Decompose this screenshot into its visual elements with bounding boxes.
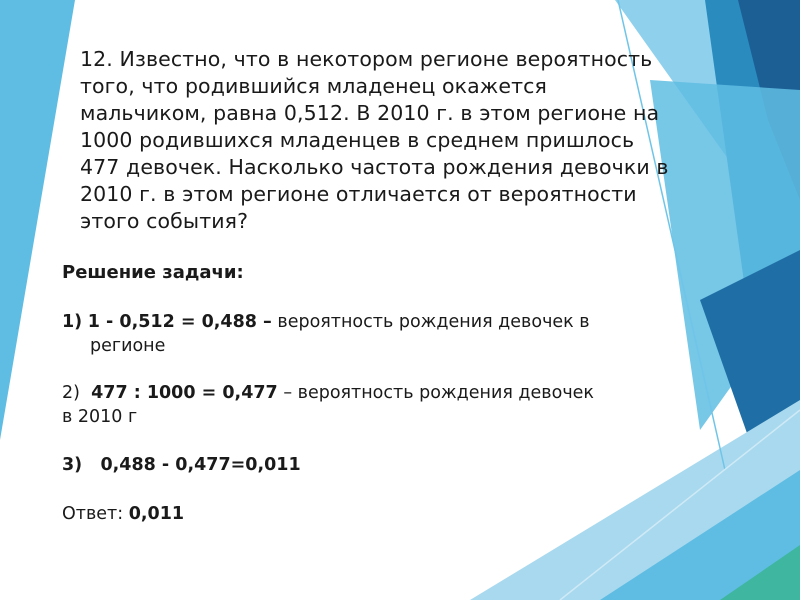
problem-line: 1000 родившихся младенцев в среднем пришлось xyxy=(80,128,635,152)
step-text-continued: регионе xyxy=(90,336,166,356)
problem-line: 12. Известно, что в некотором регионе вероятность xyxy=(80,47,653,71)
solution-heading: Решение задачи: xyxy=(62,262,244,283)
answer-label: Ответ: xyxy=(62,504,124,524)
solution-step-1 xyxy=(62,310,590,358)
step-formula: 1 - 0,512 = 0,488 – xyxy=(87,312,272,332)
step-number: 3) xyxy=(62,455,83,475)
step-formula: 477 : 1000 = 0,477 xyxy=(91,383,278,403)
problem-line: мальчиком, равна 0,512. В 2010 г. в этом регионе на xyxy=(80,101,660,125)
solution-step-3 xyxy=(62,453,301,477)
problem-line: 477 девочек. Насколько частота рождения девочки в xyxy=(80,155,669,179)
problem-line: этого события? xyxy=(80,209,249,233)
problem-statement xyxy=(80,46,680,235)
step-formula: 0,488 - 0,477=0,011 xyxy=(100,455,301,475)
answer xyxy=(62,502,184,526)
step-text: – вероятность рождения девочек xyxy=(283,383,594,403)
step-number: 1) xyxy=(62,312,83,332)
step-text-continued: в 2010 г xyxy=(62,407,138,427)
problem-line: того, что родившийся младенец окажется xyxy=(80,74,547,98)
problem-line: 2010 г. в этом регионе отличается от вероятности xyxy=(80,182,637,206)
step-text: вероятность рождения девочек в xyxy=(277,312,590,332)
step-number: 2) xyxy=(62,383,80,403)
solution-step-2 xyxy=(62,381,594,429)
answer-value: 0,011 xyxy=(128,504,185,524)
